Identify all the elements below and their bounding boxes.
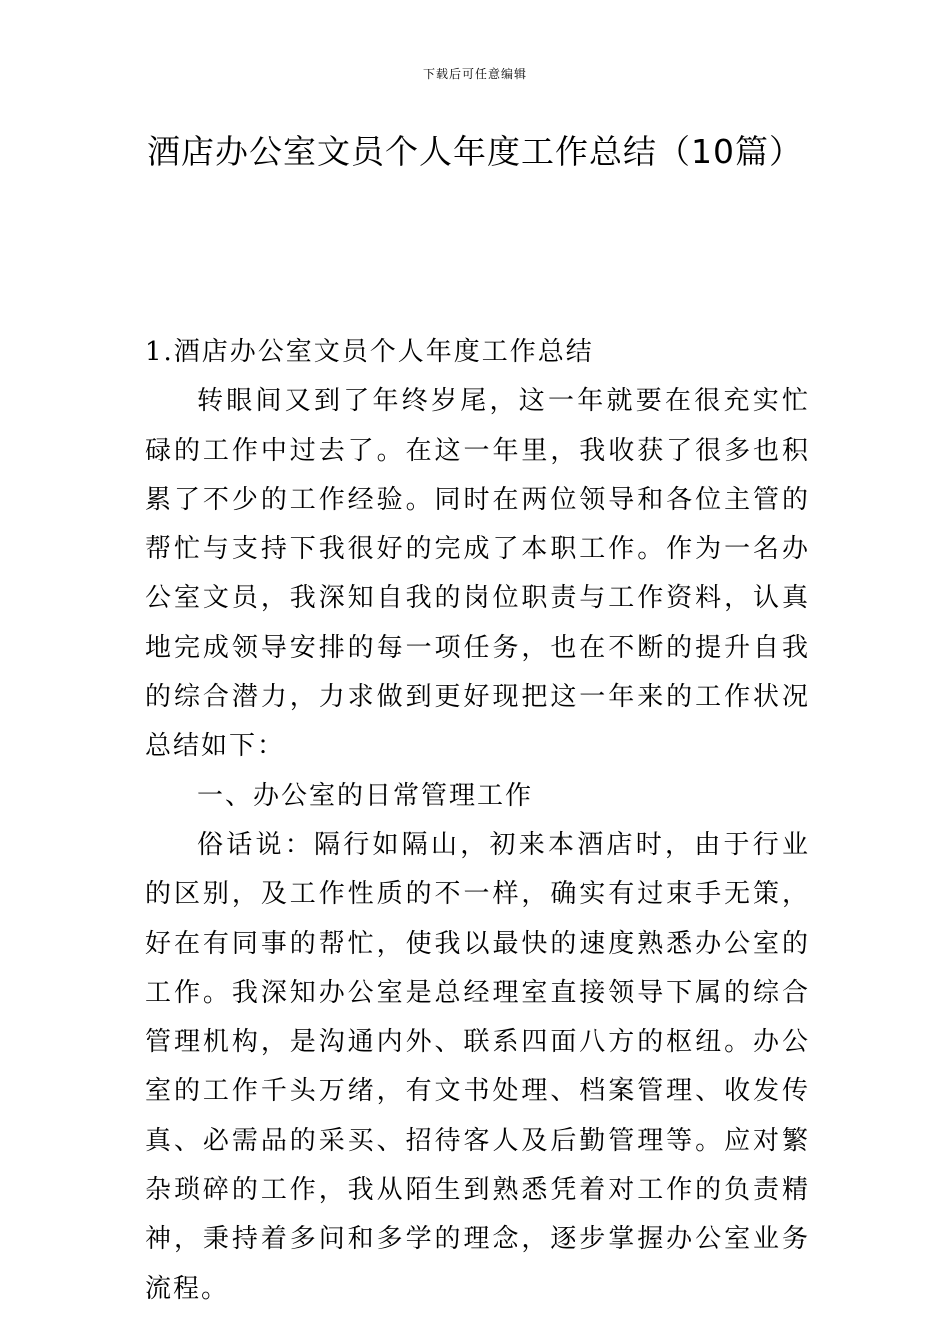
page-header-note: 下载后可任意编辑 xyxy=(422,67,527,81)
section-heading: 1.酒店办公室文员个人年度工作总结 xyxy=(145,337,594,367)
body-paragraph: 俗话说：隔行如隔山，初来本酒店时，由于行业的区别，及工作性质的不一样，确实有过束手无策，好在有同事的帮忙，使我以最快的速度熟悉办公室的工作。我深知办公室是总经理室直接领导下属的综合管理机构，是沟通内外、联系四面八方的枢纽。办公室的工作千头万绪，有文书处理、档案管理、收发传真、必需品的采买、招待客人及后勤管理等。应对繁杂琐碎的工作，我从陌生到熟悉凭着对工作的负责精神，秉持着多问和多学的理念，逐步掌握办公室业务流程。 xyxy=(145,829,810,1304)
body-paragraph: 转眼间又到了年终岁尾，这一年就要在很充实忙碌的工作中过去了。在这一年里，我收获了很多也积累了不少的工作经验。同时在两位领导和各位主管的帮忙与支持下我很好的完成了本职工作。作为一名办公室文员，我深知自我的岗位职责与工作资料，认真地完成领导安排的每一项任务，也在不断的提升自我的综合潜力，力求做到更好现把这一年来的工作状况总结如下： xyxy=(145,386,810,762)
subsection-heading: 一、办公室的日常管理工作 xyxy=(197,780,534,811)
document-body xyxy=(145,328,810,1314)
document-title: 酒店办公室文员个人年度工作总结（10篇） xyxy=(147,132,803,171)
